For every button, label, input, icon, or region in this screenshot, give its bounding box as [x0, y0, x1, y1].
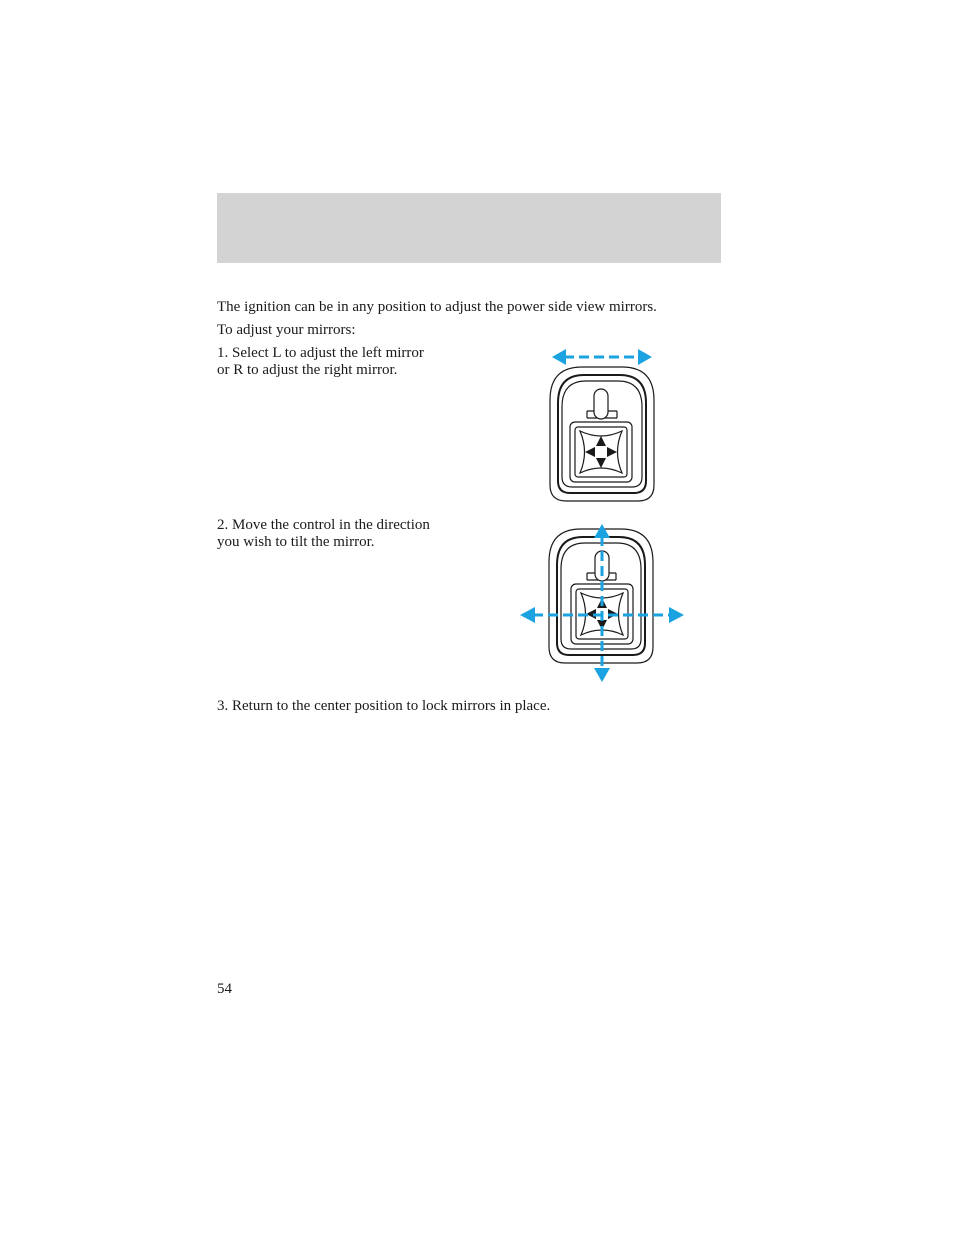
- step-2: [217, 517, 430, 551]
- step-2-line-2: you wish to tilt the mirror.: [217, 534, 375, 550]
- step-1: [217, 345, 424, 379]
- step-1-line-2: or R to adjust the right mirror.: [217, 362, 398, 378]
- left-right-arrow-icon: [552, 349, 652, 365]
- mirror-tilt-figure: [515, 520, 687, 686]
- up-down-arrow-icon: [594, 524, 610, 682]
- mirror-control-illustration-2: [515, 520, 687, 686]
- instructions-heading: To adjust your mirrors:: [217, 322, 356, 338]
- step-1-line-1: 1. Select L to adjust the left mirror: [217, 345, 424, 361]
- mirror-selector-figure: [540, 345, 664, 507]
- section-header-band: [217, 193, 721, 263]
- control-housing: [550, 367, 654, 501]
- step-3: 3. Return to the center position to lock mirrors in place.: [217, 698, 551, 714]
- step-2-line-1: 2. Move the control in the direction: [217, 517, 430, 533]
- page-number: 54: [217, 981, 232, 997]
- intro-paragraph: The ignition can be in any position to adjust the power side view mirrors.: [217, 299, 657, 315]
- four-way-arrow-icon: [585, 436, 617, 468]
- mirror-control-illustration-1: [540, 345, 664, 507]
